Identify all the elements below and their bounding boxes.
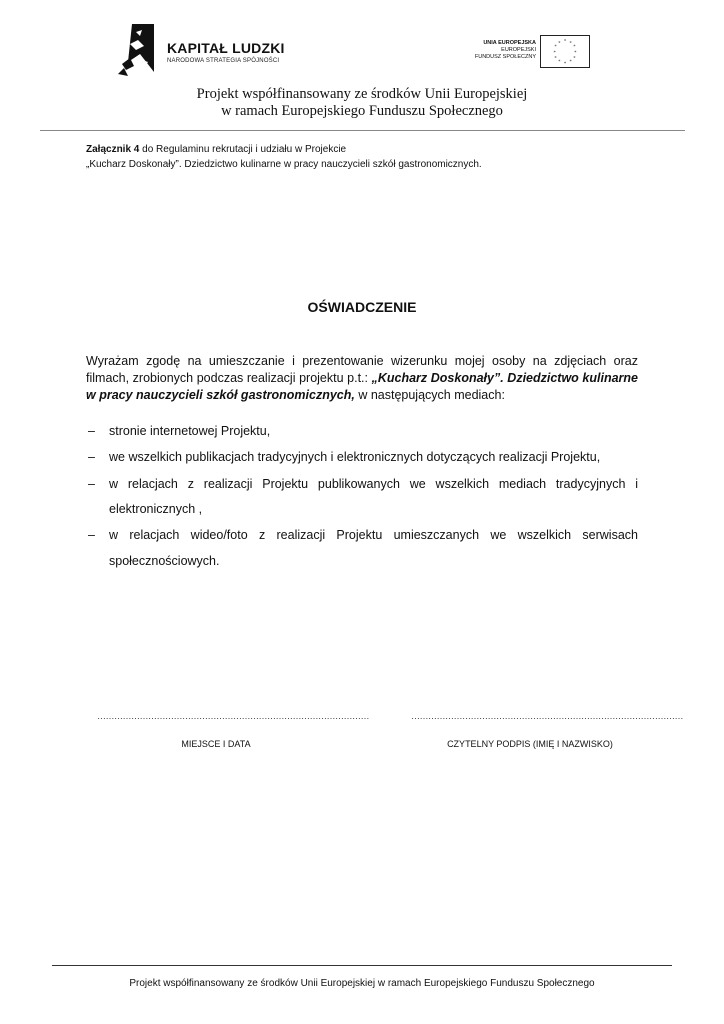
attachment-line2: „Kucharz Doskonały”. Dziedzictwo kulinarne w pracy nauczycieli szkół gastronomicznych. [86, 159, 482, 170]
svg-text:*: * [573, 45, 576, 51]
attachment-line1 [86, 144, 346, 155]
eu-logo-text [440, 40, 536, 61]
list-dash: – [88, 450, 95, 464]
attachment-label-rest: do Regulaminu rekrutacji i udziału w Projekcie [139, 144, 347, 155]
signature-line: …………………………………………………………………………………… [411, 711, 683, 721]
svg-text:*: * [558, 60, 561, 66]
eu-flag-icon [540, 35, 590, 68]
svg-text:*: * [574, 50, 577, 56]
list-dash: – [88, 424, 95, 438]
consent-paragraph [86, 353, 638, 404]
logo-subtitle: NARODOWA STRATEGIA SPÓJNOŚCI [167, 58, 280, 64]
svg-text:*: * [563, 39, 567, 45]
attachment-label: Załącznik 4 [86, 144, 140, 155]
list-item: w relacjach wideo/foto z realizacji Projektu umieszczanych we wszelkich serwisach [109, 528, 638, 542]
document-title: OŚWIADCZENIE [307, 299, 417, 315]
project-name: „Kucharz Doskonały”. Dziedzictwo kulinarne w pracy nauczycieli szkół gastronomicznych, [86, 371, 638, 402]
consent-intro: Wyrażam zgodę na umieszczanie i prezentowanie wizerunku mojej osoby na zdjęciach oraz filmach, zrobionych podczas realizacji projektu p.t.: [86, 354, 638, 385]
svg-text:*: * [553, 50, 556, 56]
svg-text:*: * [554, 45, 557, 51]
logo-title: KAPITAŁ LUDZKI [167, 40, 285, 56]
svg-text:*: * [569, 41, 572, 47]
svg-text:*: * [558, 41, 561, 47]
header-divider [40, 130, 685, 131]
footer-text: Projekt współfinansowany ze środków Unii Europejskiej w ramach Europejskiego Funduszu Społecznego [129, 978, 595, 989]
eu-line1: UNIA EUROPEJSKA [483, 40, 536, 46]
eu-line3: FUNDUSZ SPOŁECZNY [474, 54, 536, 60]
list-item: w relacjach z realizacji Projektu publikowanych we wszelkich mediach tradycyjnych i [109, 477, 638, 491]
signature-label: CZYTELNY PODPIS (IMIĘ I NAZWISKO) [447, 739, 613, 749]
list-item: stronie internetowej Projektu, [109, 424, 271, 438]
list-item-continuation: elektronicznych , [109, 502, 203, 516]
list-dash: – [88, 528, 95, 542]
footer-divider [52, 965, 672, 966]
svg-text:*: * [563, 62, 567, 68]
header-project-line2: w ramach Europejskiego Funduszu Społecznego [221, 103, 503, 119]
list-item-continuation: społecznościowych. [109, 554, 220, 568]
svg-text:*: * [569, 60, 572, 66]
place-date-label: MIEJSCE I DATA [181, 739, 251, 749]
list-item: we wszelkich publikacjach tradycyjnych i elektronicznych dotyczących realizacji Projektu, [109, 450, 601, 464]
svg-text:*: * [573, 56, 576, 62]
kapital-ludzki-logo-icon [118, 24, 154, 76]
svg-text:*: * [554, 56, 557, 62]
header-project-line1: Projekt współfinansowany ze środków Unii Europejskiej [196, 86, 528, 102]
consent-outro: w następujących mediach: [354, 388, 505, 402]
list-dash: – [88, 477, 95, 491]
eu-line2: EUROPEJSKI [501, 47, 536, 53]
place-date-line: …………………………………………………………………………………… [97, 711, 369, 721]
